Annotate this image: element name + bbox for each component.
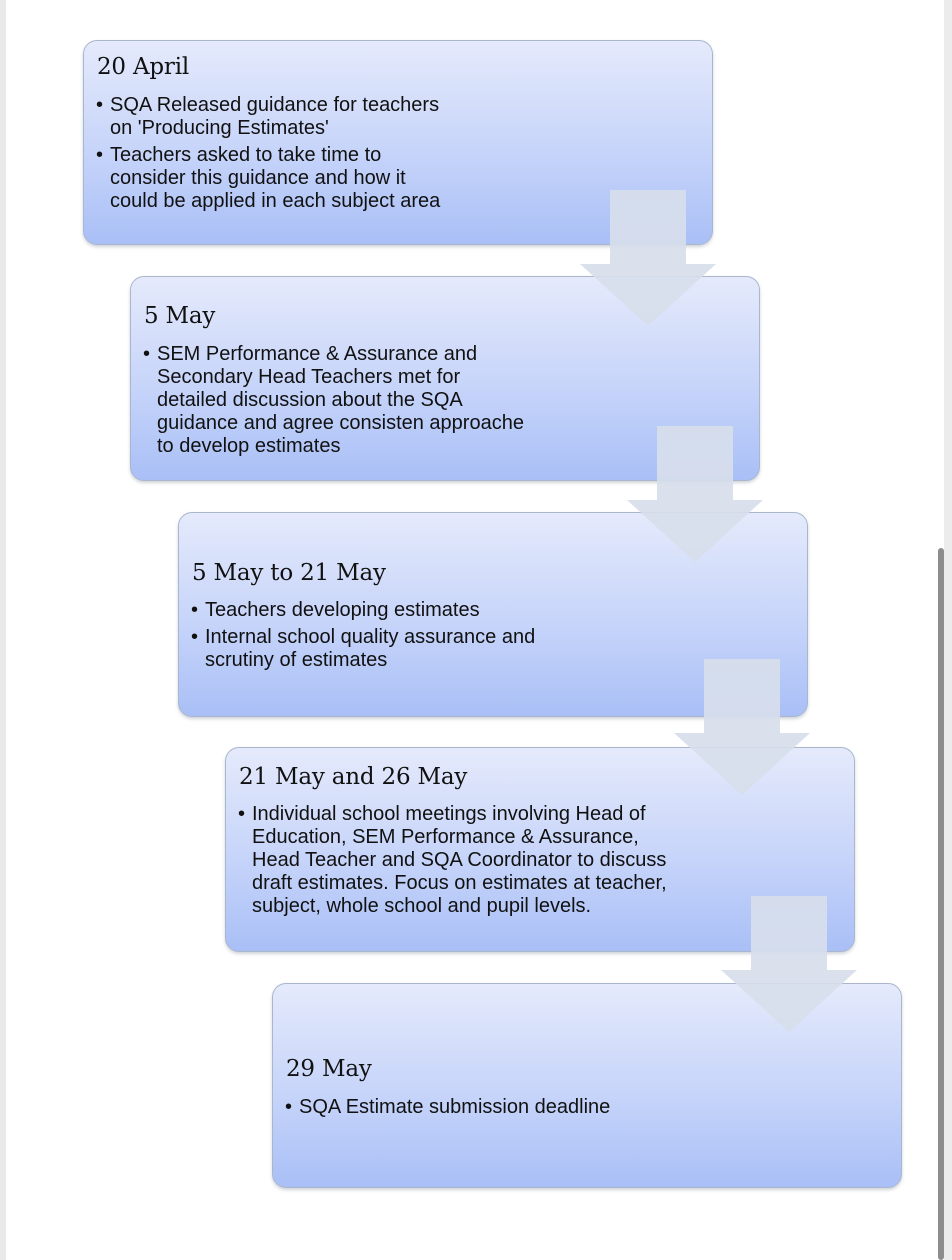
step-title: 5 May to 21 May	[192, 560, 386, 586]
down-arrow-icon	[721, 896, 857, 1032]
step-title: 29 May	[286, 1056, 372, 1082]
down-arrow-icon	[627, 426, 763, 562]
step-bullets	[143, 343, 533, 462]
bullet-item: • Teachers developing estimates	[191, 599, 591, 622]
step-bullets	[285, 1096, 705, 1123]
step-title: 21 May and 26 May	[239, 764, 468, 790]
bullet-item: • SQA Released guidance for teachers on 'Producing Estimates'	[96, 94, 456, 140]
bullet-item: • SEM Performance & Assurance and Secondary Head Teachers met for detailed discussion about the SQA guidance and agree consisten approache to develop estimates	[143, 343, 533, 458]
step-title: 20 April	[97, 54, 190, 80]
page-edge-left	[0, 0, 6, 1260]
bullet-item: • Teachers asked to take time to consider this guidance and how it could be applied in each subject area	[96, 144, 456, 213]
step-title: 5 May	[144, 303, 216, 329]
bullet-item: • Individual school meetings involving Head of Education, SEM Performance & Assurance, Head Teacher and SQA Coordinator to discuss draft estimates. Focus on estimates at teacher, subject, whole school and pupil levels.	[238, 803, 678, 918]
step-bullets	[191, 599, 591, 676]
step-bullets	[96, 94, 456, 217]
bullet-item: • SQA Estimate submission deadline	[285, 1096, 705, 1119]
step-bullets	[238, 803, 678, 922]
down-arrow-icon	[674, 659, 810, 795]
bullet-item: • Internal school quality assurance and scrutiny of estimates	[191, 626, 591, 672]
down-arrow-icon	[580, 190, 716, 326]
scrollbar-thumb[interactable]	[938, 548, 944, 1260]
page-edge-right	[944, 0, 952, 1260]
